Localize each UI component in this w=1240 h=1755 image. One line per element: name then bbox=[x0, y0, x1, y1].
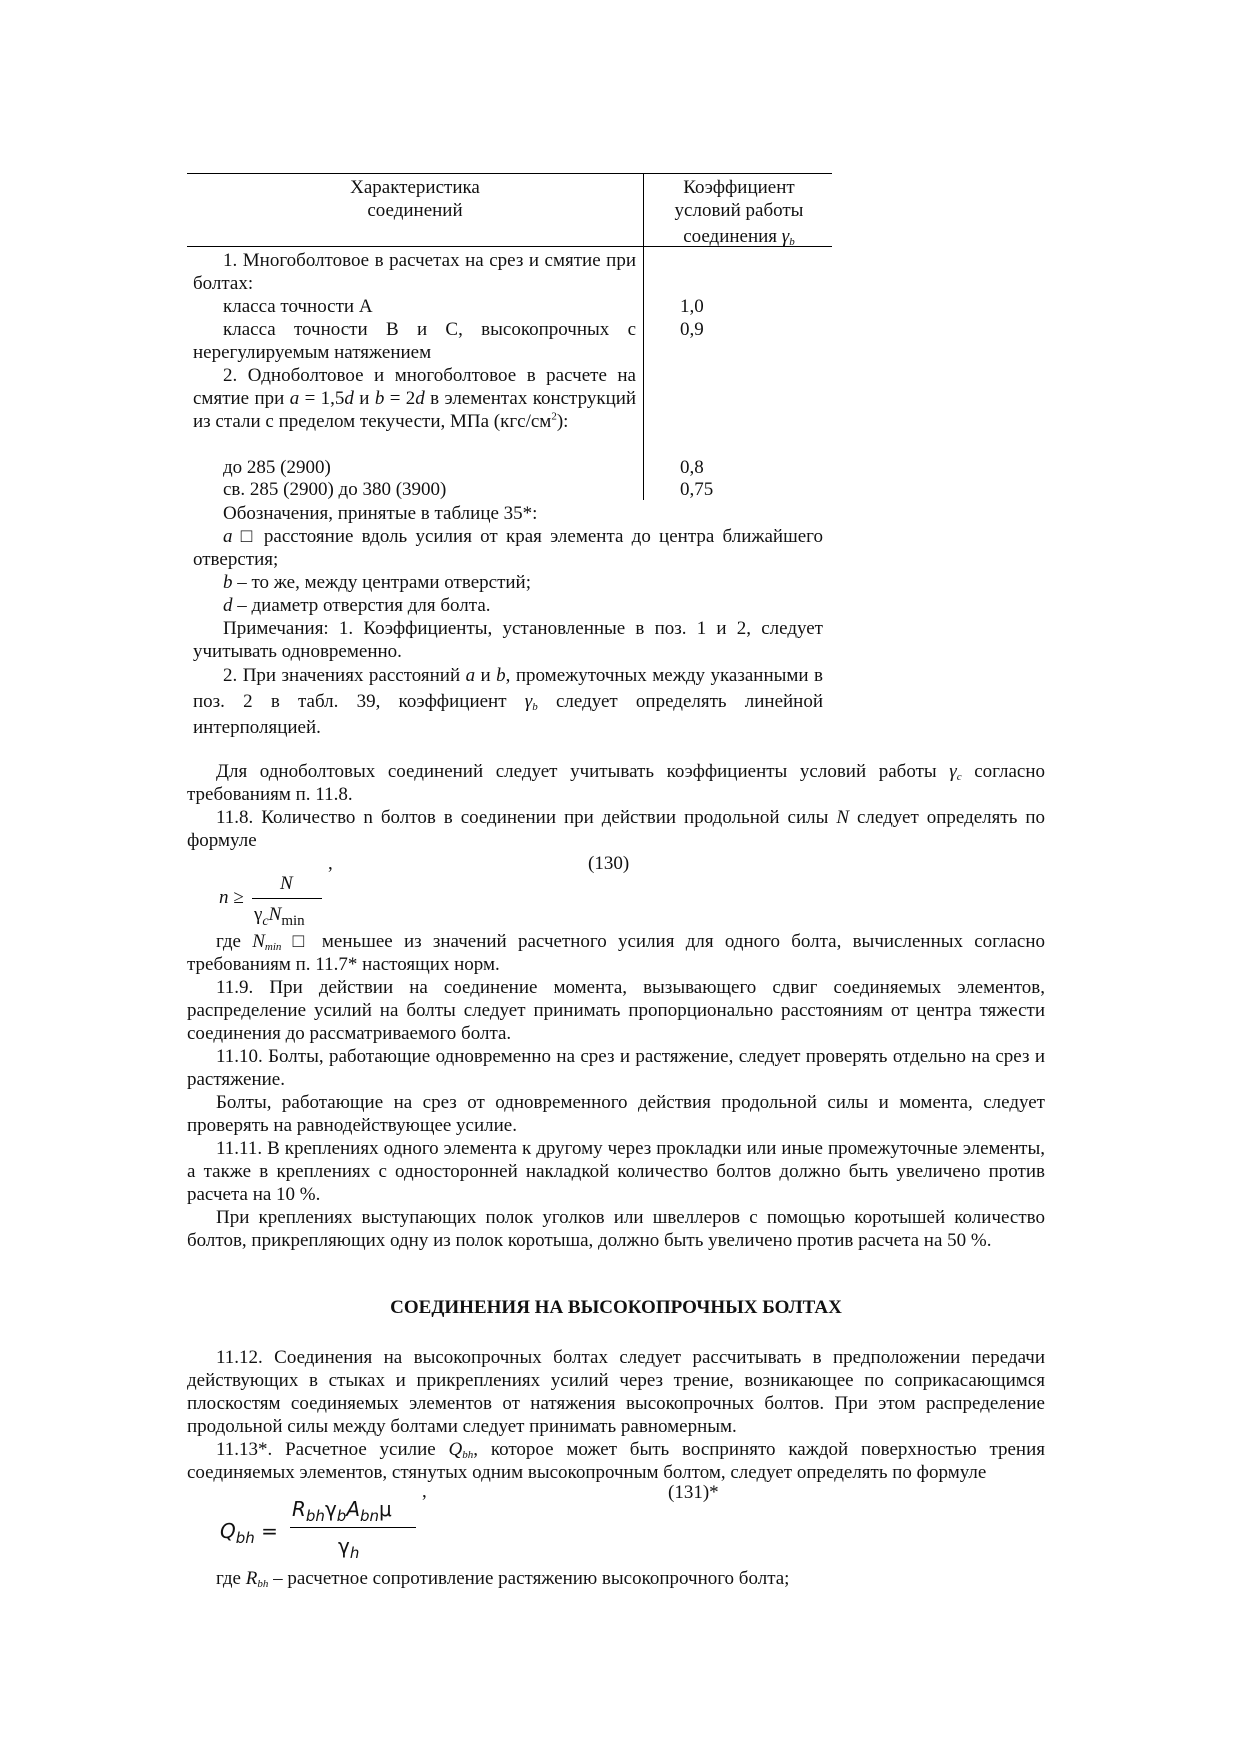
note-d: d – диаметр отверстия для болта. bbox=[223, 595, 491, 616]
paragraph-11-12: 11.12. Соединения на высокопрочных болтах следует рассчитывать в предположении передачи действующих в стыках и прикреплениях усилий через трение, возникающее по соприкасающимся плоскостям соединяемых элементов от натяжения высокопрочных болтов. При этом распределение продольной силы между болтами следует принимать равномерным. bbox=[187, 1347, 1045, 1437]
formula-130-fraction-bar bbox=[252, 898, 322, 899]
note-remark-1: Примечания: 1. Коэффициенты, установленные в поз. 1 и 2, следует учитывать одновременно. bbox=[193, 618, 823, 662]
table-row-2a-label: до 285 (2900) bbox=[223, 457, 331, 478]
paragraph-11-11: 11.11. В креплениях одного элемента к другому через прокладки или иные промежуточные элементы, а также в креплениях с односторонней накладкой количество болтов должно быть увеличено против расчета на 10 %. bbox=[187, 1138, 1045, 1205]
table-row-1a-label: класса точности А bbox=[223, 296, 373, 317]
formula-131-fraction-bar bbox=[290, 1527, 416, 1528]
paragraph-nmin: где $N_{min}$ □ меньшее из значений расчетного усилия для одного болта, вычисленных согласно требованиям п. 11.7* настоящих норм. bbox=[187, 931, 1046, 975]
paragraph-short-pieces: При креплениях выступающих полок уголков или швеллеров с помощью коротышей количество болтов, прикрепляющих одну из полок коротыша, должно быть увеличено против расчета на 50 %. bbox=[187, 1207, 1045, 1251]
table-header-coefficient: Коэффициент условий работы соединения $\gamma_b$ bbox=[674, 177, 804, 248]
table-row-2-label: 2. Одноболтовое и многоболтовое в расчете на смятие при a = 1,5d и b = 2d в элементах конструкций из стали с пределом текучести, МПа $(кгс/см^2)$: bbox=[193, 365, 637, 432]
paragraph-11-9: 11.9. При действии на соединение момента, вызывающего сдвиг соединяемых элементов, распределение усилий на болты следует принимать пропорционально расстояниям от центра тяжести соединения до рассматриваемого болта. bbox=[187, 977, 1045, 1044]
gamma-b-symbol: $\gamma_b$ bbox=[781, 226, 795, 248]
formula-130-numerator: N bbox=[280, 873, 293, 894]
paragraph-11-8: 11.8. Количество n болтов в соединении при действии продольной силы N следует определять по формуле bbox=[187, 807, 1045, 851]
note-b: b – то же, между центрами отверстий; bbox=[223, 572, 531, 593]
table-row-2b-value: 0,75 bbox=[680, 479, 714, 500]
formula-131-comma: , bbox=[422, 1481, 427, 1502]
formula-130-comma: , bbox=[328, 853, 333, 874]
table-column-divider bbox=[643, 173, 644, 500]
table-row-1b-label: класса точности В и С, высокопрочных с нерегулируемым натяжением bbox=[193, 319, 636, 363]
formula-131-lhs: $Q_{bh}$ = bbox=[220, 1519, 278, 1547]
paragraph-shear-moment: Болты, работающие на срез от одновременного действия продольной силы и момента, следует проверять на равнодействующее усилие. bbox=[187, 1092, 1045, 1136]
table-row-1b-value: 0,9 bbox=[680, 319, 704, 340]
formula-131-numerator: $R_{bh}\gamma_bA_{bn}\mu$ bbox=[292, 1497, 392, 1525]
table-row-2a-value: 0,8 bbox=[680, 457, 704, 478]
formula-131-denominator: $\gamma_h$ bbox=[338, 1534, 360, 1562]
formula-131-number: (131)* bbox=[668, 1482, 719, 1503]
formula-130-number: (130) bbox=[588, 853, 630, 874]
paragraph-11-10: 11.10. Болты, работающие одновременно на срез и растяжение, следует проверять отдельно на срез и растяжение. bbox=[187, 1046, 1045, 1090]
table-header-characteristic: Характеристика соединений bbox=[350, 177, 480, 221]
paragraph-rbh: где $R_{bh}$ – расчетное сопротивление растяжению высокопрочного болта; bbox=[216, 1568, 790, 1590]
note-remark-2: 2. При значениях расстояний a и b, промежуточных между указанными в поз. 2 в табл. 39, коэффициент $\gamma_b$ следует определять линейной интерполяцией. bbox=[193, 665, 824, 738]
paragraph-11-13: 11.13*. Расчетное усилие $Q_{bh}$, которое может быть воспринято каждой поверхностью трения соединяемых элементов, стянутых одним высокопрочным болтом, следует определять по формуле bbox=[187, 1439, 1046, 1483]
note-a: a □ расстояние вдоль усилия от края элемента до центра ближайшего отверстия; bbox=[193, 526, 823, 570]
paragraph-single-bolt: Для одноболтовых соединений следует учитывать коэффициенты условий работы $\gamma_c$ согласно требованиям п. 11.8. bbox=[187, 761, 1045, 805]
table-row-1a-value: 1,0 bbox=[680, 296, 704, 317]
table-row-1-label: 1. Многоболтовое в расчетах на срез и смятие при болтах: bbox=[193, 250, 636, 294]
section-heading: СОЕДИНЕНИЯ НА ВЫСОКОПРОЧНЫХ БОЛТАХ bbox=[390, 1297, 842, 1318]
table-top-rule bbox=[187, 173, 832, 174]
formula-130-lhs: n ≥ bbox=[219, 887, 244, 908]
notes-designations: Обозначения, принятые в таблице 35*: bbox=[223, 503, 538, 524]
formula-130-denominator: $\gamma_cN_{min}$ bbox=[254, 904, 305, 929]
gamma-b-symbol: $\gamma_b$ bbox=[524, 691, 538, 713]
table-row-2b-label: св. 285 (2900) до 380 (3900) bbox=[223, 479, 447, 500]
